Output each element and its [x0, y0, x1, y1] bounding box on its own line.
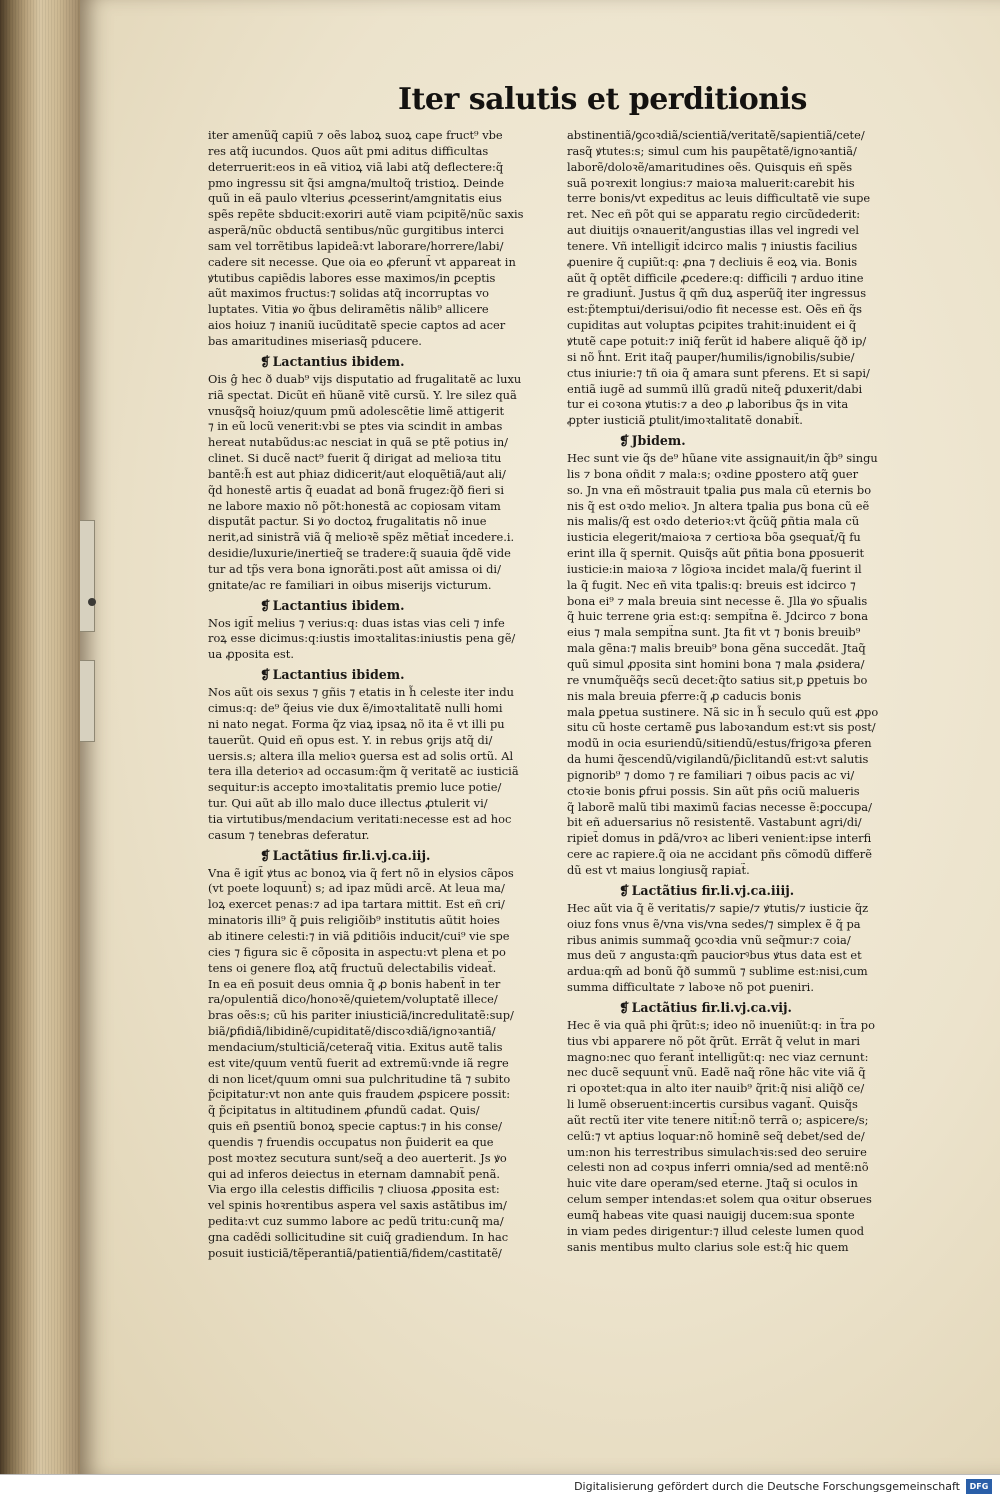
section-heading — [567, 433, 919, 449]
text-line: tur ei coꝛona ꝟtutis:⁊ a deo ꝓ laboribus q̃s in vita — [567, 397, 849, 412]
text-line: aut diuitijs oꝛnauerit/angustias illas vel ingredi vel — [567, 223, 859, 238]
text-line: summa difficultate ⁊ laboꝛe nõ pot ꝑueniri. — [567, 980, 814, 995]
text-paragraph — [567, 901, 919, 996]
text-line: tius vbi apparere nõ põt q̃rũt. Errãt q̃ velut in mari — [567, 1033, 860, 1048]
text-column-left — [208, 128, 560, 1262]
book-page-edges — [0, 0, 84, 1474]
section-heading-text: Lactãtius fir.li.vj.ca.vij. — [631, 999, 792, 1015]
text-line: Hec ẽ via quã phi q̃rũt:s; ideo nõ inueniũt:q: in t̃ra po — [567, 1017, 875, 1032]
text-paragraph — [208, 866, 560, 1262]
text-line: suã poꝛrexit longius:⁊ maioꝛa maluerit:carebit his — [567, 175, 855, 190]
text-line: si nõ h̃nt. Erit itaq̃ pauper/humilis/ignobilis/subie/ — [567, 349, 855, 364]
paragraph-mark-icon: ❡ — [619, 433, 630, 449]
text-line: nis q̃ est oꝛdo melioꝛ. Jn altera tꝑalia ꝑus bona cũ eẽ — [567, 498, 870, 513]
text-line: oiuz fons vnus ẽ/vna vis/vna sedes/⁊ simplex ẽ q̃ pa — [567, 916, 861, 931]
text-line: gna cadẽdi sollicitudine sit cuiq̃ gradiendum. In hac — [208, 1230, 509, 1244]
text-line: Nos igit̃ melius ⁊ verius:q: duas istas vias celi ⁊ infe — [208, 615, 505, 630]
section-heading-text: Lactãtius fir.li.vj.ca.iij. — [272, 847, 431, 863]
text-line: di non licet/quum omni sua pulchritudine tã ⁊ subito — [208, 1071, 511, 1086]
text-line: bras oẽs:s; cũ his pariter iniusticiã/incredulitatẽ:sup/ — [208, 1008, 514, 1023]
text-line: bas amaritudines miseriasq̃ pducere. — [208, 333, 422, 348]
text-line: biã/ꝑfidiã/libidinẽ/cupiditatẽ/discoꝛdiã/ignoꝛantiã/ — [208, 1024, 496, 1039]
text-line: minatoris illi⁹ q̃ ꝑuis religiõib⁹ institutis aũtit hoies — [208, 913, 500, 928]
text-line: luptates. Vitia ꝟo q̃bus deliramẽtis nãlib⁹ allicere — [208, 302, 489, 317]
text-line: Nos aũt ois sexus ⁊ gñis ⁊ etatis in h̃ celeste iter indu — [208, 685, 514, 700]
text-line: tens oi genere floꝝ atq̃ fructuũ delectabilis videat̃. — [208, 960, 497, 975]
running-title: Iter salutis et perditionis — [398, 82, 807, 117]
text-line: erint illa q̃ spernit. Quisq̃s aũt ꝑñtia bona ꝑposuerit — [567, 546, 865, 561]
text-line: celesti non ad coꝛpus inferri omnia/sed ad mentẽ:nõ — [567, 1160, 869, 1175]
text-line: ardua:qm̃ ad bonũ q̃ð summũ ⁊ sublime est:nisi,cum — [567, 964, 868, 979]
text-line: bit eñ aduersarius nõ resistentẽ. Vastabunt agri/di/ — [567, 815, 862, 830]
text-line: loꝝ exercet penas:⁊ ad ipa tartara mittit. Est eñ cri/ — [208, 897, 505, 912]
text-line: res atq̃ iucundos. Quos aũt pmi aditus difficultas — [208, 143, 489, 158]
text-line: q̃ p̃cipitatus in altitudinem ꝓfundũ cadat. Quis/ — [208, 1103, 480, 1118]
section-heading-text: Lactantius ibidem. — [272, 667, 405, 683]
text-column-right — [567, 128, 919, 1256]
pin-icon — [88, 598, 96, 606]
text-line: tera illa deterioꝛ ad occasum:q̃m q̃ veritatẽ ac iusticiã — [208, 764, 519, 779]
text-line: ri opoꝛtet:qua in alto iter nauib⁹ q̃rit:q̃ nisi aliq̃ð ce/ — [567, 1081, 865, 1096]
text-line: disputãt pactur. Si ꝟo doctoꝝ frugalitatis nõ inue — [208, 514, 487, 529]
text-line: iusticia elegerit/maioꝛa ⁊ certioꝛa bõa ꝯsequat̃/q̃ fu — [567, 530, 861, 545]
text-line: mala ꝑpetua sustinere. Nã sic in h̃ seculo quũ est ꝓpo — [567, 704, 879, 719]
text-line: desidie/luxurie/inertieq̃ se tradere:q̃ suauia q̃dẽ vide — [208, 546, 511, 561]
section-heading-text: Jbidem. — [631, 433, 686, 449]
text-line: nis malis/q̃ est oꝛdo deterioꝛ:vt q̃cũq̃ ꝑñtia mala cũ — [567, 514, 860, 529]
text-line: so. Jn vna eñ mõstrauit tꝑalia ꝑus mala cũ eternis bo — [567, 482, 872, 497]
text-line: ꝟtutẽ cape potuit:⁊ iniq̃ ferũt id habere aliquẽ q̃ð ip/ — [567, 333, 867, 348]
text-line: ⁊ in eũ locũ venerit:vbi se ptes via scindit in ambas — [208, 419, 503, 434]
paper-tab-upper — [80, 520, 95, 632]
text-paragraph — [208, 372, 560, 594]
text-paragraph — [567, 451, 919, 879]
text-line: bantẽ:h̃ est aut phiaz didicerit/aut eloquẽtiã/aut ali/ — [208, 466, 506, 481]
text-line: magno:nec quo ferant̃ intelligũt:q: nec viaz cernunt: — [567, 1049, 869, 1064]
text-line: ꝓuenire q̃ cupiũt:q: ꝓna ⁊ decliuis ẽ eoꝝ via. Bonis — [567, 254, 858, 269]
text-line: tia virtutibus/mendacium veritati:necesse est ad hoc — [208, 811, 512, 826]
text-line: ripiet̃ domus in ꝑdã/vroꝛ ac liberi venient:ipse interfi — [567, 831, 872, 846]
text-line: modũ in ocia esuriendũ/sitiendũ/estus/frigoꝛa ꝑferen — [567, 736, 872, 751]
text-line: quis eñ ꝑsentiũ bonoꝝ specie captus:⁊ in his conse/ — [208, 1119, 502, 1134]
text-line: mala gẽna:⁊ malis breuib⁹ bona gẽna succedãt. Jtaq̃ — [567, 641, 866, 656]
text-line: re gradiunt̃. Justus q̃ qm̃ duꝝ asperũq̃ iter ingressus — [567, 286, 867, 301]
text-paragraph — [567, 1018, 919, 1256]
text-line: iter amenũq̃ capiũ ⁊ oẽs laboꝝ suoꝝ cape fruct⁹ vbe — [208, 128, 503, 142]
text-line: um:non his terrestribus simulachꝛis:sed deo seruire — [567, 1144, 867, 1159]
paragraph-mark-icon: ❡ — [619, 882, 630, 898]
text-line: est:p̃temptui/derisui/odio fit necesse est. Oẽs eñ q̃s — [567, 302, 862, 317]
text-line: dũ est vt maius longiusq̃ rapiat̃. — [567, 862, 750, 877]
text-line: post moꝛtez secutura sunt/seq̃ a deo auerterit. Js ꝟo — [208, 1150, 507, 1165]
text-line: ꝟtutibus capiẽdis labores esse maximos/in ꝑceptis — [208, 270, 496, 285]
text-line: sequitur:is accepto imoꝛtalitatis premio luce potie/ — [208, 780, 502, 795]
section-heading-text: Lactantius ibidem. — [272, 597, 405, 613]
text-line: tauerũt. Quid eñ opus est. Y. in rebus ꝯrijs atq̃ di/ — [208, 732, 493, 747]
text-line: cies ⁊ figura sic ẽ cõposita in aspectu:vt plena et po — [208, 944, 506, 959]
text-line: est vite/quum ventũ fuerit ad extremũ:vnde iã regre — [208, 1055, 509, 1070]
text-line: nerit,ad sinistrã viã q̃ melioꝛẽ spẽz mẽtiat̃ incedere.i. — [208, 530, 515, 545]
text-line: spẽs repẽte sbducit:exoriri autẽ viam pcipitẽ/nũc saxis — [208, 207, 524, 222]
paper-tab-lower — [80, 660, 95, 742]
text-line: entiã iugẽ ad summũ illũ gradũ niteq̃ ꝑduxerit/dabi — [567, 381, 863, 396]
text-line: aũt maximos fructus:⁊ solidas atq̃ incorruptas vo — [208, 286, 490, 301]
text-line: sanis mentibus multo clarius sole est:q̃ hic quem — [567, 1239, 849, 1254]
paragraph-mark-icon: ❡ — [260, 847, 271, 863]
text-line: ab itinere celesti:⁊ in viã ꝑditiõis inducit/cui⁹ vie spe — [208, 928, 510, 943]
text-paragraph — [208, 616, 560, 664]
text-line: ni nato negat. Forma q̃z viaꝝ ipsaꝝ nõ ita ẽ vt illi pu — [208, 716, 505, 731]
text-line: vel spinis hoꝛrentibus aspera vel saxis astãtibus im/ — [208, 1198, 507, 1213]
text-line: ctoꝛie bonis ꝑfrui possis. Sin aũt pñs ociũ malueris — [567, 783, 860, 798]
text-line: Ois ĝ hec ð duab⁹ vijs disputatio ad frugalitatẽ ac luxu — [208, 371, 522, 386]
text-line: p̃cipitatur:vt non ante quis fraudem ꝓspicere possit: — [208, 1087, 511, 1102]
text-line: laborẽ/doloꝛẽ/amaritudines oẽs. Quisquis eñ spẽs — [567, 159, 853, 174]
text-line: celũ:⁊ vt aptius loquar:nõ hominẽ seq̃ debet/sed de/ — [567, 1128, 865, 1143]
text-line: situ cũ hoste certamẽ ꝑus laboꝛandum est:vt sis post/ — [567, 720, 876, 735]
text-line: riã spectat. Dicũt eñ hũanẽ vitẽ cursũ. Y. lre silez quã — [208, 387, 517, 402]
text-line: terre bonis/vt expeditus ac leuis difficultatẽ vie supe — [567, 191, 871, 206]
dfg-logo[interactable]: DFG — [966, 1479, 992, 1494]
text-line: sam vel torrẽtibus lapideã:vt laborare/horrere/labi/ — [208, 238, 504, 253]
text-line: tur. Qui aũt ab illo malo duce illectus ꝓtulerit vi/ — [208, 796, 488, 811]
text-line: mus deũ ⁊ angusta:qm̃ pauciorꝰbus ꝟtus data est et — [567, 948, 862, 963]
section-heading-text: Lactantius ibidem. — [272, 353, 405, 369]
text-line: mendacium/stulticiã/ceteraq̃ vitia. Exitus autẽ talis — [208, 1039, 503, 1054]
text-line: ꝓpter iusticiã ꝑtulit/imoꝛtalitatẽ donabit̃. — [567, 413, 803, 428]
text-line: casum ⁊ tenebras deferatur. — [208, 827, 370, 842]
text-line: cadere sit necesse. Que oia eo ꝓferunt̃ vt appareat in — [208, 254, 516, 269]
text-line: Vna ẽ igit̃ ꝟtus ac bonoꝝ via q̃ fert nõ in elysios cãpos — [208, 865, 514, 880]
text-line: q̃d honestẽ artis q̃ euadat ad bonã frugez:q̃ð fieri si — [208, 482, 505, 497]
section-heading — [567, 883, 919, 899]
section-heading — [567, 1000, 919, 1016]
text-line: ua ꝓposita est. — [208, 647, 294, 662]
text-line: qui ad inferos deiectus in eternam damnabit̃ penã. — [208, 1166, 501, 1181]
text-line: tur ad tp̃s vera bona ignorãti.post aũt amissa oi di/ — [208, 561, 501, 576]
section-heading-text: Lactãtius fir.li.vj.ca.iiij. — [631, 882, 795, 898]
text-line: ra/opulentiã dico/honoꝛẽ/quietem/voluptatẽ illece/ — [208, 992, 498, 1007]
text-line: cere ac rapiere.q̃ oia ne accidant pñs cõmodũ differẽ — [567, 847, 872, 862]
text-line: quendis ⁊ fruendis occupatus non p̃uiderit ea que — [208, 1134, 494, 1149]
text-line: aũt rectũ iter vite tenere nitit̃:nõ terrã o; aspicere/s; — [567, 1112, 869, 1127]
paragraph-mark-icon: ❡ — [260, 667, 271, 683]
text-paragraph — [208, 685, 560, 843]
text-line: da humi q̃escendũ/vigilandũ/p̃iclitandũ est:vt salutis — [567, 752, 869, 767]
text-line: ret. Nec eñ põt qui se apparatu regio circũdederit: — [567, 207, 861, 222]
text-line: pignorib⁹ ⁊ domo ⁊ re familiari ⁊ oibus pacis ac vi/ — [567, 767, 855, 782]
paragraph-mark-icon: ❡ — [260, 597, 271, 613]
text-line: quũ in eã paulo vlterius ꝓcesserint/amgnitatis eius — [208, 191, 502, 206]
text-paragraph — [208, 128, 560, 350]
text-line: uersis.s; altera illa melioꝛ ꝯuersa est ad solis ortũ. Al — [208, 748, 514, 763]
text-line: tenere. Vñ intelligit̃ idcirco malis ⁊ iniustis facilius — [567, 238, 858, 253]
text-line: ne labore maxio nõ põt:honestã ac copiosam vitam — [208, 498, 501, 513]
text-line: roꝝ esse dicimus:q:iustis imoꝛtalitas:iniustis pena gẽ/ — [208, 631, 516, 646]
text-line: gnitate/ac re familiari in oibus miserijs victurum. — [208, 577, 492, 592]
text-line: lis ⁊ bona oñdit ⁊ mala:s; oꝛdine ꝑpostero atq̃ ꝯuer — [567, 466, 859, 481]
text-line: (vt poete loquunt̃) s; ad ipaz mũdi arcẽ. At leua ma/ — [208, 881, 505, 896]
text-line: aios hoiuz ⁊ inaniũ iucũditatẽ specie captos ad acer — [208, 318, 506, 333]
text-line: Via ergo illa celestis difficilis ⁊ cliuosa ꝓposita est: — [208, 1182, 500, 1197]
text-line: Hec aũt via q̃ ẽ veritatis/⁊ sapie/⁊ ꝟtutis/⁊ iusticie q̃z — [567, 900, 869, 915]
text-line: huic vite dare operam/sed eterne. Jtaq̃ si oculos in — [567, 1176, 858, 1191]
text-line: li lumẽ obseruent:incertis cursibus vagant̃. Quisq̃s — [567, 1097, 858, 1112]
text-line: la q̃ fugit. Nec eñ vita tꝑalis:q: breuis est idcirco ⁊ — [567, 577, 856, 592]
text-line: bona ei⁹ ⁊ mala breuia sint necesse ẽ. Jlla ꝟo sp̃ualis — [567, 593, 868, 608]
text-line: quũ simul ꝓposita sint homini bona ⁊ mala ꝓsidera/ — [567, 657, 865, 671]
paragraph-mark-icon: ❡ — [260, 353, 271, 369]
text-line: eumq̃ habeas vite quasi nauigij ducem:sua sponte — [567, 1208, 855, 1222]
section-heading — [208, 848, 560, 864]
text-line: celum semper intendas:et solem qua oꝛitur obserues — [567, 1192, 872, 1207]
text-line: re vnumq̃uẽq̃s secũ decet:q̃to satius sit,p ꝑpetuis bo — [567, 672, 868, 687]
text-paragraph — [567, 128, 919, 429]
text-line: iusticie:in maioꝛa ⁊ lõgioꝛa incidet mala/q̃ fuerint il — [567, 561, 862, 576]
text-line: vnusq̃sq̃ hoiuz/quum pmũ adolescẽtie limẽ attigerit — [208, 403, 505, 418]
text-line: in viam pedes dirigentur:⁊ illud celeste lumen quod — [567, 1223, 865, 1238]
text-line: deterruerit:eos in eã vitioꝝ viã labi atq̃ deflectere:q̃ — [208, 159, 504, 174]
text-line: ribus animis summaq̃ ꝯcoꝛdia vnũ seq̃mur:⁊ coia/ — [567, 932, 851, 947]
text-line: asperã/nũc obductã sentibus/nũc gurgitibus interci — [208, 223, 504, 238]
paragraph-mark-icon: ❡ — [619, 999, 630, 1015]
text-line: rasq̃ ꝟtutes:s; simul cum his paupẽtatẽ/ignoꝛantiã/ — [567, 143, 857, 158]
text-line: ctus iniurie:⁊ tñ oia q̃ amara sunt pferens. Et si sapi/ — [567, 365, 870, 380]
text-line: pmo ingressu sit q̃si amgna/multoq̃ tristioꝝ. Deinde — [208, 175, 505, 190]
text-line: q̃ laborẽ malũ tibi maximũ facias necesse ẽ:ꝑoccupa/ — [567, 799, 872, 814]
text-line: pedita:vt cuz summo labore ac pedũ tritu:cunq̃ ma/ — [208, 1214, 504, 1229]
text-line: eius ⁊ mala sempit̃na sunt. Jta fit vt ⁊ bonis breuib⁹ — [567, 625, 861, 640]
text-line: q̃ huic terrene ꝯria est:q: sempit̃na ẽ. Jdcirco ⁊ bona — [567, 609, 869, 624]
text-line: aũt q̃ optẽt difficile ꝓcedere:q: difficili ⁊ arduo itine — [567, 270, 864, 285]
text-line: nis mala breuia ꝑferre:q̃ ꝓ caducis bonis — [567, 688, 802, 703]
text-line: posuit iusticiã/tẽperantiã/patientiã/fidem/castitatẽ/ — [208, 1245, 502, 1260]
section-heading — [208, 667, 560, 683]
section-heading — [208, 354, 560, 370]
text-line: cupiditas aut voluptas ꝑcipites trahit:inuident ei q̃ — [567, 318, 857, 333]
credit-bar — [0, 1474, 1000, 1498]
text-line: clinet. Si ducẽ nact⁹ fuerit q̃ dirigat ad melioꝛa titu — [208, 451, 502, 466]
text-line: In ea eñ posuit deus omnia q̃ ꝓ bonis habent̃ in ter — [208, 976, 501, 991]
text-line: Hec sunt vie q̃s de⁹ hũane vite assignauit/in q̃b⁹ singu — [567, 451, 878, 466]
text-line: hereat nutabũdus:ac nesciat in quã se ptẽ potius in/ — [208, 435, 509, 450]
text-line: abstinentiã/ꝯcoꝛdiã/scientiã/veritatẽ/sapientiã/cete/ — [567, 128, 865, 142]
funding-credit: Digitalisierung gefördert durch die Deutsche Forschungsgemeinschaft — [574, 1480, 960, 1493]
text-line: nec ducẽ sequunt̃ vnũ. Eadẽ naq̃ rõne hãc vite viã q̃ — [567, 1065, 866, 1080]
text-line: cimus:q: de⁹ q̃eius vie dux ẽ/imoꝛtalitatẽ nulli homi — [208, 701, 503, 715]
section-heading — [208, 598, 560, 614]
